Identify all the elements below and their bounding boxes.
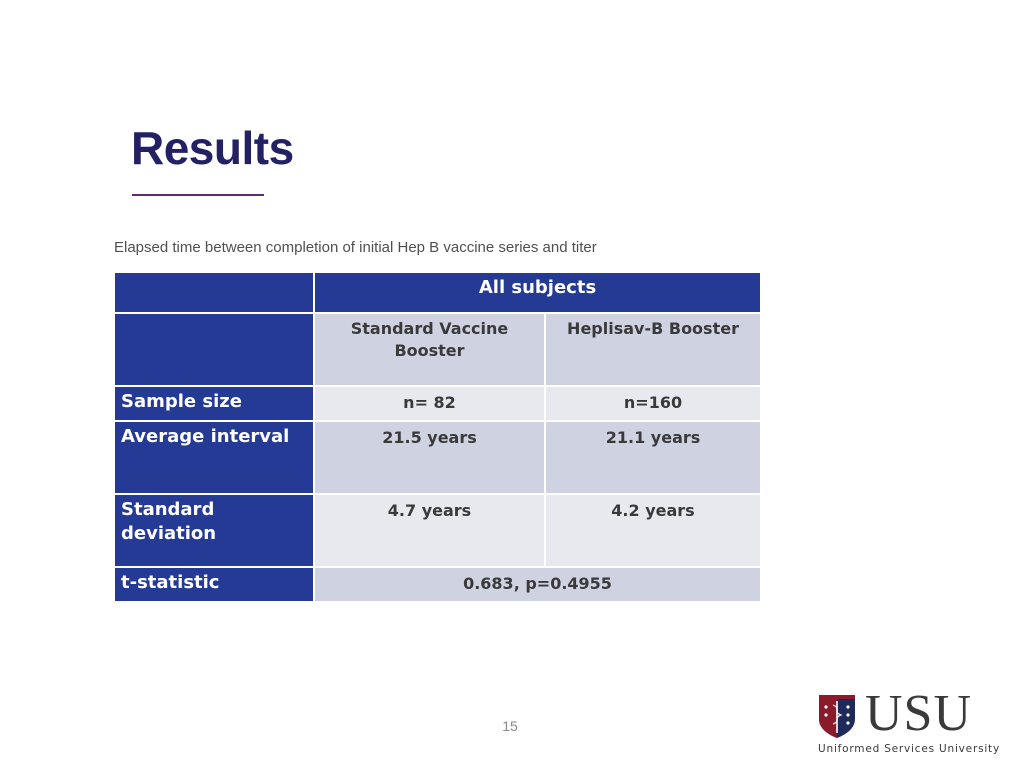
table-corner-cell-2 xyxy=(114,313,314,386)
group-header-all-subjects: All subjects xyxy=(314,272,761,313)
title-underline xyxy=(132,194,264,196)
table-row xyxy=(114,421,761,494)
table-caption: Elapsed time between completion of initial Hep B vaccine series and titer xyxy=(114,239,597,256)
column-header-heplisav-booster: Heplisav-B Booster xyxy=(545,313,761,386)
usu-wordmark: USU xyxy=(865,685,973,742)
cell-std-dev-standard: 4.7 years xyxy=(314,494,545,567)
table-row xyxy=(114,494,761,567)
table-corner-cell xyxy=(114,272,314,313)
cell-t-statistic: 0.683, p=0.4955 xyxy=(314,567,761,602)
page-number: 15 xyxy=(502,718,518,734)
table-row xyxy=(114,567,761,602)
row-label-t-statistic: t-statistic xyxy=(114,567,314,602)
table-row xyxy=(114,386,761,421)
row-label-average-interval: Average interval xyxy=(114,421,314,494)
cell-sample-size-standard: n= 82 xyxy=(314,386,545,421)
table-group-header-row xyxy=(114,272,761,313)
table-column-header-row xyxy=(114,313,761,386)
usu-shield-icon xyxy=(817,693,857,739)
results-table xyxy=(113,271,762,603)
usu-full-name: Uniformed Services University xyxy=(818,743,1000,755)
cell-std-dev-heplisav: 4.2 years xyxy=(545,494,761,567)
cell-average-interval-standard: 21.5 years xyxy=(314,421,545,494)
column-header-standard-booster: Standard Vaccine Booster xyxy=(314,313,545,386)
page-title: Results xyxy=(131,122,294,174)
usu-logo xyxy=(817,685,1002,758)
cell-average-interval-heplisav: 21.1 years xyxy=(545,421,761,494)
row-label-standard-deviation: Standard deviation xyxy=(114,494,314,567)
cell-sample-size-heplisav: n=160 xyxy=(545,386,761,421)
row-label-sample-size: Sample size xyxy=(114,386,314,421)
